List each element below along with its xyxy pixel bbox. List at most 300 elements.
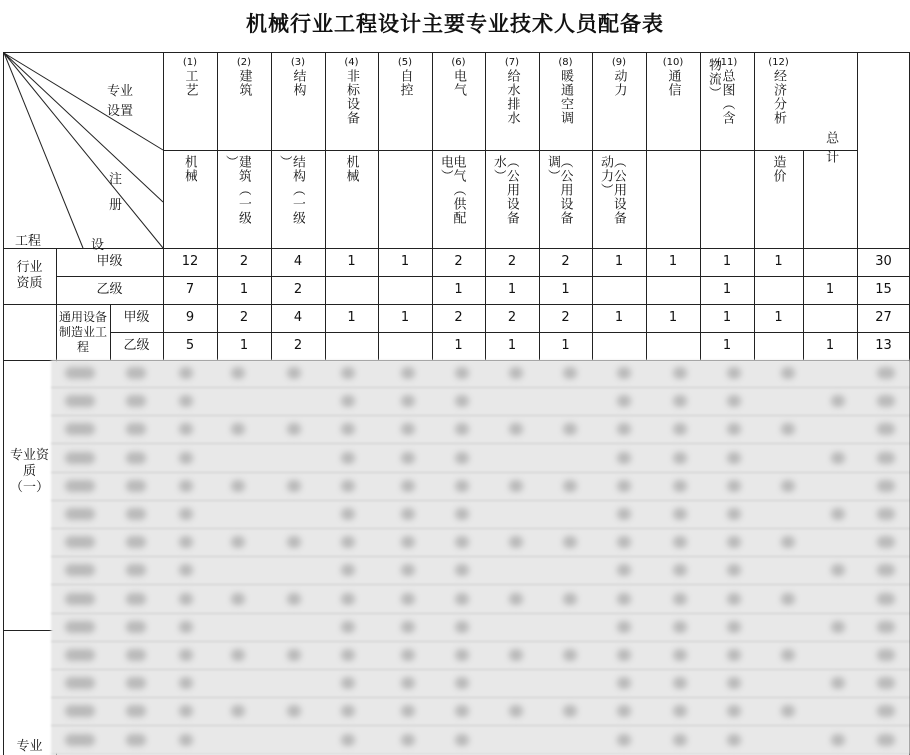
table-cell: 4 <box>293 309 303 325</box>
column-name: 总图（含 <box>719 69 735 125</box>
blurred-cell <box>673 536 687 548</box>
blurred-row <box>51 360 910 388</box>
blurred-cell <box>727 423 741 435</box>
blurred-cell <box>65 649 95 661</box>
blurred-cell <box>126 395 146 407</box>
blurred-cell <box>877 536 895 548</box>
blurred-cell <box>831 508 845 520</box>
table-cell: 2 <box>293 281 303 297</box>
table-cell: 1 <box>239 281 249 297</box>
blurred-cell <box>126 508 146 520</box>
blurred-cell <box>179 536 193 548</box>
diagonal-line <box>4 53 83 248</box>
table-cell: 27 <box>875 309 892 325</box>
blurred-cell <box>673 593 687 605</box>
blurred-cell <box>341 564 355 576</box>
table-cell <box>592 332 646 360</box>
table-cell: 1 <box>239 337 249 353</box>
blurred-cell <box>179 480 193 492</box>
column-header-9 <box>592 56 646 148</box>
blurred-cell <box>455 649 469 661</box>
table-cell: 15 <box>875 281 892 297</box>
blurred-cell <box>673 480 687 492</box>
column-header-6 <box>432 56 485 148</box>
blurred-cell <box>65 423 95 435</box>
column-name: 暖通空调 <box>558 69 573 125</box>
corner-label-ce: 册 <box>109 198 123 213</box>
table-cell: 1 <box>722 309 732 325</box>
diagonal-line <box>4 53 163 202</box>
blurred-cell <box>877 621 895 633</box>
column-number: (9) <box>611 57 627 68</box>
blurred-row <box>51 586 910 614</box>
page-title: 机械行业工程设计主要专业技术人员配备表 <box>246 12 664 36</box>
blurred-cell <box>617 536 631 548</box>
blurred-cell <box>126 593 146 605</box>
table-cell: 1 <box>454 337 463 353</box>
column-reg-9: （公用设备 <box>611 155 626 225</box>
blurred-cell <box>231 423 245 435</box>
table-cell <box>378 276 432 304</box>
grade-label: 乙级 <box>96 281 123 297</box>
blurred-row <box>51 473 910 501</box>
column-reg-prefix: 水） <box>491 155 506 183</box>
column-name: 结构 <box>290 69 306 97</box>
blurred-cell <box>401 423 415 435</box>
blurred-cell <box>126 367 146 379</box>
table-cell <box>325 332 378 360</box>
blurred-cell <box>831 677 845 689</box>
blurred-cell <box>617 593 631 605</box>
blurred-cell <box>231 649 245 661</box>
table-cell: 1 <box>614 253 624 269</box>
table-cell: 2 <box>239 309 249 325</box>
blurred-cell <box>831 395 845 407</box>
column-reg-3: 结构（一级 <box>290 155 305 225</box>
table-cell: 1 <box>454 281 463 297</box>
blurred-cell <box>563 480 577 492</box>
blurred-cell <box>287 649 301 661</box>
table-cell <box>803 304 857 332</box>
blurred-region <box>51 360 910 755</box>
blurred-cell <box>287 423 301 435</box>
blurred-cell <box>341 649 355 661</box>
table-cell: 1 <box>400 309 410 325</box>
blurred-cell <box>877 734 895 746</box>
blurred-cell <box>673 734 687 746</box>
table-cell: 1 <box>668 309 678 325</box>
blurred-row <box>51 416 910 444</box>
blurred-cell <box>65 677 95 689</box>
blurred-cell <box>673 621 687 633</box>
column-header-7 <box>485 56 539 148</box>
blurred-cell <box>126 564 146 576</box>
blurred-cell <box>401 480 415 492</box>
blurred-cell <box>617 621 631 633</box>
blurred-cell <box>341 593 355 605</box>
blurred-cell <box>179 508 193 520</box>
column-reg-2: 建筑（一级 <box>236 155 251 225</box>
blurred-cell <box>287 536 301 548</box>
blurred-cell <box>673 452 687 464</box>
table-cell: 1 <box>825 337 835 353</box>
blurred-cell <box>877 480 895 492</box>
blurred-cell <box>781 480 795 492</box>
row-label-line <box>3 630 56 631</box>
column-reg-prefix: ） <box>277 155 292 169</box>
staffing-table <box>3 52 910 755</box>
blurred-cell <box>617 705 631 717</box>
blurred-cell <box>877 649 895 661</box>
column-name: 电气 <box>451 69 466 97</box>
grade-label: 甲级 <box>123 309 150 325</box>
blurred-cell <box>455 705 469 717</box>
blurred-cell <box>401 705 415 717</box>
blurred-cell <box>831 621 845 633</box>
corner-label-zhuanye: 专业 <box>107 84 134 99</box>
blurred-cell <box>877 367 895 379</box>
table-cell: 7 <box>185 281 195 297</box>
blurred-cell <box>455 367 469 379</box>
grade-label: 乙级 <box>123 337 150 353</box>
blurred-cell <box>341 677 355 689</box>
blurred-cell <box>727 367 741 379</box>
column-number: (1) <box>182 57 198 68</box>
blurred-cell <box>455 734 469 746</box>
table-cell: 2 <box>239 253 249 269</box>
blurred-cell <box>727 593 741 605</box>
table-cell: 1 <box>722 281 732 297</box>
blurred-cell <box>781 536 795 548</box>
blurred-cell <box>877 705 895 717</box>
blurred-cell <box>727 536 741 548</box>
table-cell: 2 <box>293 337 303 353</box>
blurred-cell <box>509 705 523 717</box>
column-reg-prefix: 调） <box>545 155 560 183</box>
blurred-cell <box>126 452 146 464</box>
column-name: 工艺 <box>182 69 198 97</box>
blurred-cell <box>455 423 469 435</box>
blurred-cell <box>563 367 577 379</box>
row-label-special-2: 专业 <box>16 738 43 754</box>
table-cell: 12 <box>181 253 199 269</box>
corner-label-she: 设 <box>91 238 105 253</box>
blurred-cell <box>341 705 355 717</box>
blurred-row <box>51 670 910 698</box>
blurred-cell <box>831 452 845 464</box>
blurred-cell <box>126 734 146 746</box>
blurred-cell <box>287 705 301 717</box>
table-cell: 2 <box>454 253 463 269</box>
blurred-cell <box>231 705 245 717</box>
column-header-8 <box>539 56 592 148</box>
table-cell: 4 <box>293 253 303 269</box>
blurred-row <box>51 614 910 642</box>
blurred-cell <box>401 536 415 548</box>
blurred-cell <box>341 536 355 548</box>
group-label: 通用设备制造业工程 <box>59 309 108 354</box>
blurred-cell <box>563 536 577 548</box>
blurred-cell <box>831 564 845 576</box>
blurred-cell <box>781 649 795 661</box>
blurred-cell <box>126 705 146 717</box>
row-label-special: 专业资质（一） <box>10 447 50 496</box>
table-cell: 2 <box>454 309 463 325</box>
blurred-cell <box>877 564 895 576</box>
blurred-cell <box>231 367 245 379</box>
blurred-cell <box>673 508 687 520</box>
table-cell: 1 <box>722 253 732 269</box>
corner-diagonals <box>3 52 164 249</box>
table-cell: 9 <box>185 309 195 325</box>
blurred-cell <box>727 621 741 633</box>
blurred-cell <box>401 452 415 464</box>
blurred-cell <box>509 480 523 492</box>
column-number: (10) <box>662 57 684 68</box>
blurred-cell <box>401 508 415 520</box>
blurred-cell <box>455 536 469 548</box>
column-number: (11) <box>716 57 738 68</box>
blurred-cell <box>563 423 577 435</box>
blurred-cell <box>727 508 741 520</box>
blurred-row <box>51 642 910 670</box>
table-cell: 2 <box>507 309 517 325</box>
blurred-cell <box>65 367 95 379</box>
column-11-extra: 物流） <box>706 58 721 100</box>
table-cell: 13 <box>875 337 892 353</box>
corner-label-zhuce: 注 <box>109 172 123 187</box>
blurred-cell <box>287 367 301 379</box>
column-header-total: 总计 <box>823 131 839 169</box>
column-header-1 <box>163 56 217 148</box>
table-cell <box>754 276 803 304</box>
blurred-cell <box>341 621 355 633</box>
blurred-cell <box>877 452 895 464</box>
table-cell: 2 <box>507 253 517 269</box>
blurred-cell <box>509 649 523 661</box>
blurred-cell <box>831 734 845 746</box>
blurred-cell <box>727 677 741 689</box>
column-reg-prefix: 电） <box>438 155 453 183</box>
blurred-cell <box>617 452 631 464</box>
table-cell <box>325 276 378 304</box>
blurred-cell <box>455 621 469 633</box>
blurred-cell <box>877 677 895 689</box>
blurred-cell <box>455 480 469 492</box>
table-cell: 1 <box>347 253 356 269</box>
column-reg-12: 造价 <box>770 155 786 183</box>
blurred-cell <box>781 367 795 379</box>
blurred-cell <box>341 508 355 520</box>
blurred-cell <box>727 395 741 407</box>
blurred-cell <box>65 593 95 605</box>
blurred-cell <box>126 480 146 492</box>
column-header-4 <box>325 56 378 148</box>
blurred-row <box>51 445 910 473</box>
blurred-cell <box>65 480 95 492</box>
table-cell: 1 <box>774 309 783 325</box>
table-cell <box>378 332 432 360</box>
table-cell: 30 <box>875 253 892 269</box>
blurred-row <box>51 557 910 585</box>
table-cell: 1 <box>825 281 835 297</box>
blurred-cell <box>179 593 193 605</box>
table-cell <box>592 276 646 304</box>
blurred-cell <box>341 423 355 435</box>
blurred-row <box>51 501 910 529</box>
column-number: (6) <box>451 57 466 68</box>
blurred-cell <box>727 734 741 746</box>
column-number: (8) <box>558 57 573 68</box>
blurred-cell <box>179 649 193 661</box>
table-cell: 1 <box>507 337 517 353</box>
column-header-10 <box>646 56 700 148</box>
blurred-cell <box>509 367 523 379</box>
blurred-cell <box>455 593 469 605</box>
column-header-2 <box>217 56 271 148</box>
blurred-cell <box>455 395 469 407</box>
blurred-cell <box>179 367 193 379</box>
blurred-cell <box>727 564 741 576</box>
corner-label-gongcheng: 工程 <box>15 234 42 249</box>
blurred-cell <box>401 649 415 661</box>
blurred-cell <box>877 593 895 605</box>
blurred-cell <box>65 564 95 576</box>
table-cell <box>646 276 700 304</box>
blurred-row <box>51 698 910 726</box>
table-cell: 1 <box>722 337 732 353</box>
blurred-cell <box>673 705 687 717</box>
blurred-cell <box>673 423 687 435</box>
blurred-cell <box>563 705 577 717</box>
blurred-row <box>51 529 910 557</box>
blurred-cell <box>617 395 631 407</box>
blurred-cell <box>673 677 687 689</box>
blurred-cell <box>401 593 415 605</box>
blurred-cell <box>401 395 415 407</box>
blurred-cell <box>341 395 355 407</box>
blurred-cell <box>781 593 795 605</box>
blurred-cell <box>65 621 95 633</box>
blurred-cell <box>126 649 146 661</box>
column-header-3 <box>271 56 325 148</box>
column-name: 自控 <box>397 69 413 97</box>
column-header-12 <box>754 56 803 148</box>
table-cell: 5 <box>185 337 195 353</box>
blurred-cell <box>617 564 631 576</box>
blurred-cell <box>509 593 523 605</box>
blurred-cell <box>455 677 469 689</box>
blurred-cell <box>673 367 687 379</box>
blurred-cell <box>341 734 355 746</box>
blurred-cell <box>401 734 415 746</box>
column-reg-4: 机械 <box>343 155 359 183</box>
blurred-cell <box>287 480 301 492</box>
column-name: 非标设备 <box>344 69 359 125</box>
blurred-cell <box>126 621 146 633</box>
blurred-cell <box>727 480 741 492</box>
blurred-cell <box>341 480 355 492</box>
column-reg-8: （公用设备 <box>557 155 573 225</box>
blurred-cell <box>617 734 631 746</box>
blurred-cell <box>563 593 577 605</box>
blurred-cell <box>179 677 193 689</box>
blurred-cell <box>877 508 895 520</box>
blurred-cell <box>563 649 577 661</box>
blurred-row <box>51 388 910 416</box>
blurred-cell <box>509 423 523 435</box>
table-cell: 1 <box>774 253 783 269</box>
grade-label: 甲级 <box>96 253 123 269</box>
column-name: 建筑 <box>236 69 252 97</box>
blurred-cell <box>455 452 469 464</box>
blurred-cell <box>617 367 631 379</box>
blurred-cell <box>401 564 415 576</box>
table-cell: 1 <box>347 309 356 325</box>
blurred-cell <box>617 677 631 689</box>
blurred-cell <box>231 593 245 605</box>
blurred-cell <box>455 564 469 576</box>
column-number: (12) <box>768 57 789 68</box>
column-reg-7: （公用设备 <box>504 155 519 225</box>
column-name: 通信 <box>665 69 681 97</box>
blurred-cell <box>65 734 95 746</box>
blurred-cell <box>65 508 95 520</box>
blurred-cell <box>401 367 415 379</box>
blurred-cell <box>179 452 193 464</box>
blurred-cell <box>673 564 687 576</box>
blurred-cell <box>673 649 687 661</box>
blurred-cell <box>65 536 95 548</box>
blurred-cell <box>179 423 193 435</box>
blurred-cell <box>179 621 193 633</box>
column-number: (3) <box>290 57 306 68</box>
table-cell: 1 <box>561 337 570 353</box>
blurred-cell <box>126 423 146 435</box>
column-reg-1: 机械 <box>182 155 197 183</box>
table-cell: 1 <box>507 281 517 297</box>
blurred-cell <box>401 621 415 633</box>
table-cell: 1 <box>668 253 678 269</box>
column-name: 经济分析 <box>771 69 786 125</box>
column-reg-6: 电气（供配 <box>450 155 466 225</box>
blurred-cell <box>781 705 795 717</box>
table-cell: 2 <box>561 309 570 325</box>
table-cell: 1 <box>400 253 410 269</box>
table-cell <box>754 332 803 360</box>
blurred-cell <box>341 452 355 464</box>
column-number: (4) <box>344 57 359 68</box>
blurred-cell <box>617 649 631 661</box>
blurred-cell <box>617 508 631 520</box>
table-cell <box>646 332 700 360</box>
blurred-cell <box>617 423 631 435</box>
blurred-cell <box>673 395 687 407</box>
blurred-cell <box>231 480 245 492</box>
blurred-cell <box>455 508 469 520</box>
column-number: (2) <box>236 57 252 68</box>
blurred-cell <box>781 423 795 435</box>
column-header-5 <box>378 56 432 148</box>
column-name: 动力 <box>611 69 627 97</box>
header-divider <box>163 150 857 151</box>
diagonal-line <box>4 53 163 150</box>
blurred-cell <box>65 395 95 407</box>
blurred-cell <box>65 452 95 464</box>
blurred-cell <box>126 536 146 548</box>
table-cell: 1 <box>561 281 570 297</box>
blurred-cell <box>65 705 95 717</box>
